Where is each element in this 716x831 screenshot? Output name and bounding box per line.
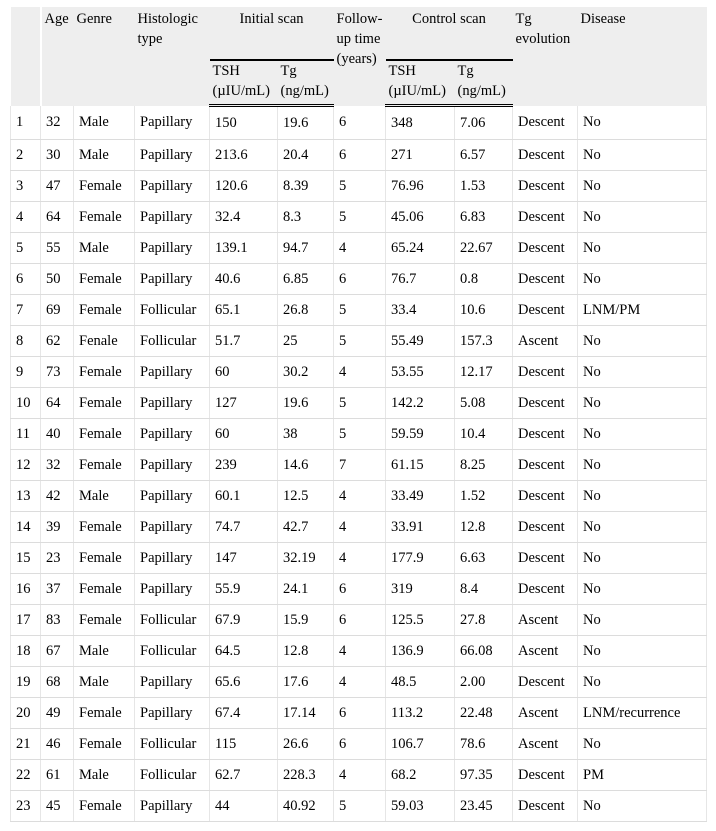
cell-control-tsh: 68.2 xyxy=(386,760,455,791)
cell-genre: Female xyxy=(74,729,135,760)
cell-control-tsh: 177.9 xyxy=(386,543,455,574)
cell-genre: Male xyxy=(74,636,135,667)
cell-follow-up: 5 xyxy=(334,171,386,202)
cell-index: 11 xyxy=(11,419,41,450)
cell-age: 83 xyxy=(41,605,74,636)
cell-genre: Female xyxy=(74,698,135,729)
cell-disease: No xyxy=(578,140,707,171)
cell-histologic-type: Follicular xyxy=(135,605,210,636)
cell-age: 64 xyxy=(41,202,74,233)
cell-follow-up: 4 xyxy=(334,357,386,388)
cell-age: 55 xyxy=(41,233,74,264)
cell-tg-evolution: Descent xyxy=(513,574,578,605)
cell-control-tg: 157.3 xyxy=(455,326,513,357)
cell-follow-up: 6 xyxy=(334,698,386,729)
cell-initial-tg: 228.3 xyxy=(278,760,334,791)
cell-control-tg: 1.52 xyxy=(455,481,513,512)
cell-initial-tsh: 150 xyxy=(210,106,278,140)
cell-tg-evolution: Ascent xyxy=(513,729,578,760)
cell-control-tg: 10.4 xyxy=(455,419,513,450)
cell-initial-tsh: 74.7 xyxy=(210,512,278,543)
cell-initial-tg: 12.8 xyxy=(278,636,334,667)
cell-initial-tg: 19.6 xyxy=(278,106,334,140)
cell-genre: Female xyxy=(74,295,135,326)
cell-tg-evolution: Ascent xyxy=(513,698,578,729)
cell-age: 64 xyxy=(41,388,74,419)
table-row xyxy=(11,543,707,574)
cell-initial-tsh: 67.4 xyxy=(210,698,278,729)
cell-histologic-type: Papillary xyxy=(135,574,210,605)
cell-index: 21 xyxy=(11,729,41,760)
cell-histologic-type: Papillary xyxy=(135,419,210,450)
cell-tg-evolution: Descent xyxy=(513,106,578,140)
cell-age: 50 xyxy=(41,264,74,295)
cell-follow-up: 6 xyxy=(334,574,386,605)
cell-follow-up: 6 xyxy=(334,605,386,636)
cell-index: 20 xyxy=(11,698,41,729)
cell-tg-evolution: Descent xyxy=(513,419,578,450)
cell-genre: Female xyxy=(74,388,135,419)
cell-index: 18 xyxy=(11,636,41,667)
cell-control-tsh: 348 xyxy=(386,106,455,140)
cell-control-tg: 66.08 xyxy=(455,636,513,667)
cell-initial-tg: 42.7 xyxy=(278,512,334,543)
header-initial-tsh: TSH (µIU/mL) xyxy=(210,60,278,106)
table-row xyxy=(11,512,707,543)
cell-index: 3 xyxy=(11,171,41,202)
cell-initial-tg: 6.85 xyxy=(278,264,334,295)
cell-initial-tsh: 147 xyxy=(210,543,278,574)
cell-control-tsh: 106.7 xyxy=(386,729,455,760)
cell-age: 73 xyxy=(41,357,74,388)
cell-control-tg: 2.00 xyxy=(455,667,513,698)
cell-initial-tg: 20.4 xyxy=(278,140,334,171)
cell-initial-tsh: 239 xyxy=(210,450,278,481)
cell-genre: Fenale xyxy=(74,326,135,357)
cell-control-tsh: 142.2 xyxy=(386,388,455,419)
table-row xyxy=(11,419,707,450)
table-row xyxy=(11,481,707,512)
cell-follow-up: 4 xyxy=(334,667,386,698)
cell-initial-tsh: 60.1 xyxy=(210,481,278,512)
cell-age: 49 xyxy=(41,698,74,729)
cell-genre: Male xyxy=(74,667,135,698)
cell-follow-up: 5 xyxy=(334,326,386,357)
cell-initial-tsh: 55.9 xyxy=(210,574,278,605)
cell-disease: No xyxy=(578,667,707,698)
cell-control-tg: 6.83 xyxy=(455,202,513,233)
table-body xyxy=(11,106,707,822)
cell-age: 32 xyxy=(41,450,74,481)
cell-index: 14 xyxy=(11,512,41,543)
cell-initial-tsh: 65.1 xyxy=(210,295,278,326)
table-row xyxy=(11,326,707,357)
cell-follow-up: 4 xyxy=(334,760,386,791)
cell-histologic-type: Papillary xyxy=(135,357,210,388)
cell-age: 68 xyxy=(41,667,74,698)
cell-initial-tsh: 67.9 xyxy=(210,605,278,636)
cell-index: 17 xyxy=(11,605,41,636)
cell-initial-tsh: 60 xyxy=(210,357,278,388)
cell-control-tsh: 33.49 xyxy=(386,481,455,512)
cell-follow-up: 7 xyxy=(334,450,386,481)
cell-age: 30 xyxy=(41,140,74,171)
cell-histologic-type: Papillary xyxy=(135,140,210,171)
cell-disease: LNM/recurrence xyxy=(578,698,707,729)
cell-age: 32 xyxy=(41,106,74,140)
cell-tg-evolution: Descent xyxy=(513,233,578,264)
cell-index: 13 xyxy=(11,481,41,512)
header-control-tg: Tg (ng/mL) xyxy=(455,60,513,106)
table-row xyxy=(11,171,707,202)
cell-initial-tg: 24.1 xyxy=(278,574,334,605)
table-container xyxy=(10,7,706,822)
table-row xyxy=(11,574,707,605)
cell-tg-evolution: Ascent xyxy=(513,605,578,636)
cell-disease: PM xyxy=(578,760,707,791)
cell-control-tg: 22.67 xyxy=(455,233,513,264)
cell-disease: No xyxy=(578,264,707,295)
cell-age: 61 xyxy=(41,760,74,791)
cell-control-tg: 22.48 xyxy=(455,698,513,729)
cell-index: 7 xyxy=(11,295,41,326)
cell-disease: No xyxy=(578,574,707,605)
cell-initial-tsh: 40.6 xyxy=(210,264,278,295)
cell-initial-tg: 17.14 xyxy=(278,698,334,729)
cell-age: 62 xyxy=(41,326,74,357)
cell-initial-tg: 38 xyxy=(278,419,334,450)
cell-control-tg: 0.8 xyxy=(455,264,513,295)
cell-follow-up: 4 xyxy=(334,512,386,543)
cell-control-tg: 10.6 xyxy=(455,295,513,326)
cell-tg-evolution: Descent xyxy=(513,295,578,326)
cell-initial-tsh: 115 xyxy=(210,729,278,760)
cell-index: 9 xyxy=(11,357,41,388)
table-row xyxy=(11,729,707,760)
cell-genre: Female xyxy=(74,419,135,450)
cell-disease: No xyxy=(578,729,707,760)
cell-disease: No xyxy=(578,543,707,574)
cell-genre: Female xyxy=(74,264,135,295)
cell-control-tsh: 271 xyxy=(386,140,455,171)
cell-follow-up: 6 xyxy=(334,264,386,295)
cell-tg-evolution: Descent xyxy=(513,388,578,419)
cell-age: 37 xyxy=(41,574,74,605)
cell-control-tsh: 48.5 xyxy=(386,667,455,698)
cell-follow-up: 4 xyxy=(334,543,386,574)
table-row xyxy=(11,233,707,264)
cell-age: 67 xyxy=(41,636,74,667)
cell-tg-evolution: Descent xyxy=(513,791,578,822)
cell-genre: Male xyxy=(74,106,135,140)
cell-control-tg: 23.45 xyxy=(455,791,513,822)
cell-histologic-type: Follicular xyxy=(135,295,210,326)
cell-control-tsh: 45.06 xyxy=(386,202,455,233)
cell-tg-evolution: Descent xyxy=(513,450,578,481)
cell-initial-tsh: 213.6 xyxy=(210,140,278,171)
cell-index: 15 xyxy=(11,543,41,574)
table-row xyxy=(11,791,707,822)
cell-tg-evolution: Descent xyxy=(513,202,578,233)
cell-index: 16 xyxy=(11,574,41,605)
header-control-scan: Control scan xyxy=(386,7,513,60)
cell-disease: No xyxy=(578,636,707,667)
table-row xyxy=(11,605,707,636)
cell-control-tg: 12.8 xyxy=(455,512,513,543)
header-follow-up-time: Follow-up time (years) xyxy=(334,7,386,106)
cell-initial-tg: 8.39 xyxy=(278,171,334,202)
table-row xyxy=(11,202,707,233)
cell-histologic-type: Papillary xyxy=(135,481,210,512)
cell-histologic-type: Follicular xyxy=(135,326,210,357)
cell-genre: Male xyxy=(74,760,135,791)
cell-initial-tg: 12.5 xyxy=(278,481,334,512)
header-initial-scan: Initial scan xyxy=(210,7,334,60)
cell-control-tsh: 53.55 xyxy=(386,357,455,388)
cell-initial-tg: 26.6 xyxy=(278,729,334,760)
cell-control-tsh: 59.59 xyxy=(386,419,455,450)
cell-tg-evolution: Descent xyxy=(513,512,578,543)
cell-histologic-type: Papillary xyxy=(135,512,210,543)
cell-initial-tg: 19.6 xyxy=(278,388,334,419)
cell-control-tg: 5.08 xyxy=(455,388,513,419)
header-control-tsh: TSH (µIU/mL) xyxy=(386,60,455,106)
cell-disease: No xyxy=(578,791,707,822)
cell-tg-evolution: Ascent xyxy=(513,326,578,357)
cell-index: 12 xyxy=(11,450,41,481)
cell-follow-up: 4 xyxy=(334,481,386,512)
cell-index: 19 xyxy=(11,667,41,698)
cell-index: 5 xyxy=(11,233,41,264)
cell-genre: Female xyxy=(74,574,135,605)
cell-tg-evolution: Descent xyxy=(513,140,578,171)
cell-control-tg: 97.35 xyxy=(455,760,513,791)
cell-disease: No xyxy=(578,481,707,512)
cell-initial-tg: 94.7 xyxy=(278,233,334,264)
cell-histologic-type: Papillary xyxy=(135,543,210,574)
cell-tg-evolution: Ascent xyxy=(513,636,578,667)
cell-histologic-type: Papillary xyxy=(135,264,210,295)
cell-initial-tg: 32.19 xyxy=(278,543,334,574)
cell-control-tsh: 113.2 xyxy=(386,698,455,729)
cell-histologic-type: Papillary xyxy=(135,106,210,140)
table-row xyxy=(11,760,707,791)
cell-initial-tsh: 32.4 xyxy=(210,202,278,233)
cell-disease: No xyxy=(578,512,707,543)
cell-control-tsh: 76.7 xyxy=(386,264,455,295)
cell-age: 46 xyxy=(41,729,74,760)
table-row xyxy=(11,698,707,729)
cell-follow-up: 5 xyxy=(334,419,386,450)
cell-histologic-type: Follicular xyxy=(135,760,210,791)
cell-disease: No xyxy=(578,326,707,357)
header-age: Age xyxy=(41,7,74,106)
cell-control-tg: 8.4 xyxy=(455,574,513,605)
cell-histologic-type: Papillary xyxy=(135,698,210,729)
cell-control-tsh: 61.15 xyxy=(386,450,455,481)
cell-histologic-type: Papillary xyxy=(135,388,210,419)
cell-index: 1 xyxy=(11,106,41,140)
cell-index: 4 xyxy=(11,202,41,233)
cell-disease: No xyxy=(578,419,707,450)
cell-follow-up: 6 xyxy=(334,106,386,140)
cell-tg-evolution: Descent xyxy=(513,171,578,202)
table-row xyxy=(11,106,707,140)
table-row xyxy=(11,667,707,698)
cell-initial-tg: 17.6 xyxy=(278,667,334,698)
cell-follow-up: 4 xyxy=(334,233,386,264)
cell-follow-up: 5 xyxy=(334,202,386,233)
cell-histologic-type: Papillary xyxy=(135,450,210,481)
cell-genre: Female xyxy=(74,171,135,202)
cell-control-tsh: 125.5 xyxy=(386,605,455,636)
cell-initial-tg: 25 xyxy=(278,326,334,357)
cell-initial-tsh: 139.1 xyxy=(210,233,278,264)
cell-tg-evolution: Descent xyxy=(513,760,578,791)
cell-follow-up: 5 xyxy=(334,388,386,419)
cell-genre: Female xyxy=(74,791,135,822)
cell-disease: No xyxy=(578,605,707,636)
cell-index: 10 xyxy=(11,388,41,419)
table-row xyxy=(11,264,707,295)
cell-follow-up: 4 xyxy=(334,636,386,667)
cell-control-tsh: 59.03 xyxy=(386,791,455,822)
table-row xyxy=(11,295,707,326)
cell-age: 47 xyxy=(41,171,74,202)
patient-data-table xyxy=(10,7,707,822)
table-row xyxy=(11,357,707,388)
cell-disease: No xyxy=(578,357,707,388)
cell-age: 69 xyxy=(41,295,74,326)
cell-disease: No xyxy=(578,233,707,264)
cell-histologic-type: Papillary xyxy=(135,202,210,233)
cell-age: 42 xyxy=(41,481,74,512)
cell-control-tg: 78.6 xyxy=(455,729,513,760)
cell-follow-up: 6 xyxy=(334,140,386,171)
cell-genre: Male xyxy=(74,481,135,512)
cell-follow-up: 5 xyxy=(334,295,386,326)
cell-index: 23 xyxy=(11,791,41,822)
cell-initial-tsh: 120.6 xyxy=(210,171,278,202)
cell-histologic-type: Papillary xyxy=(135,791,210,822)
cell-tg-evolution: Descent xyxy=(513,543,578,574)
cell-control-tsh: 76.96 xyxy=(386,171,455,202)
cell-initial-tg: 30.2 xyxy=(278,357,334,388)
cell-control-tsh: 55.49 xyxy=(386,326,455,357)
cell-follow-up: 6 xyxy=(334,729,386,760)
cell-age: 23 xyxy=(41,543,74,574)
header-initial-tg: Tg (ng/mL) xyxy=(278,60,334,106)
cell-initial-tg: 15.9 xyxy=(278,605,334,636)
cell-disease: LNM/PM xyxy=(578,295,707,326)
cell-initial-tsh: 62.7 xyxy=(210,760,278,791)
header-genre: Genre xyxy=(74,7,135,106)
cell-control-tg: 6.57 xyxy=(455,140,513,171)
cell-control-tsh: 33.91 xyxy=(386,512,455,543)
cell-histologic-type: Papillary xyxy=(135,171,210,202)
cell-histologic-type: Follicular xyxy=(135,636,210,667)
cell-genre: Male xyxy=(74,140,135,171)
cell-age: 39 xyxy=(41,512,74,543)
cell-initial-tsh: 65.6 xyxy=(210,667,278,698)
cell-genre: Female xyxy=(74,202,135,233)
cell-index: 2 xyxy=(11,140,41,171)
cell-tg-evolution: Descent xyxy=(513,481,578,512)
header-disease: Disease xyxy=(578,7,707,106)
cell-disease: No xyxy=(578,171,707,202)
cell-disease: No xyxy=(578,106,707,140)
cell-histologic-type: Papillary xyxy=(135,667,210,698)
cell-index: 6 xyxy=(11,264,41,295)
table-row xyxy=(11,388,707,419)
cell-age: 40 xyxy=(41,419,74,450)
header-histologic-type: Histologic type xyxy=(135,7,210,106)
cell-genre: Female xyxy=(74,512,135,543)
table-row xyxy=(11,140,707,171)
cell-tg-evolution: Descent xyxy=(513,667,578,698)
cell-control-tg: 27.8 xyxy=(455,605,513,636)
cell-initial-tsh: 60 xyxy=(210,419,278,450)
cell-age: 45 xyxy=(41,791,74,822)
cell-index: 22 xyxy=(11,760,41,791)
cell-initial-tsh: 64.5 xyxy=(210,636,278,667)
cell-histologic-type: Papillary xyxy=(135,233,210,264)
cell-control-tg: 1.53 xyxy=(455,171,513,202)
cell-genre: Female xyxy=(74,450,135,481)
cell-histologic-type: Follicular xyxy=(135,729,210,760)
cell-control-tg: 6.63 xyxy=(455,543,513,574)
cell-control-tsh: 33.4 xyxy=(386,295,455,326)
cell-disease: No xyxy=(578,450,707,481)
cell-tg-evolution: Descent xyxy=(513,357,578,388)
header-index xyxy=(11,7,41,106)
cell-tg-evolution: Descent xyxy=(513,264,578,295)
cell-control-tsh: 136.9 xyxy=(386,636,455,667)
table-row xyxy=(11,450,707,481)
cell-control-tg: 12.17 xyxy=(455,357,513,388)
cell-initial-tg: 8.3 xyxy=(278,202,334,233)
cell-initial-tg: 14.6 xyxy=(278,450,334,481)
header-tg-evolution: Tg evolution xyxy=(513,7,578,106)
cell-index: 8 xyxy=(11,326,41,357)
cell-control-tg: 8.25 xyxy=(455,450,513,481)
table-header xyxy=(11,7,707,106)
cell-follow-up: 5 xyxy=(334,791,386,822)
cell-genre: Male xyxy=(74,233,135,264)
cell-genre: Female xyxy=(74,357,135,388)
cell-control-tsh: 65.24 xyxy=(386,233,455,264)
table-row xyxy=(11,636,707,667)
cell-genre: Female xyxy=(74,543,135,574)
cell-control-tsh: 319 xyxy=(386,574,455,605)
cell-disease: No xyxy=(578,388,707,419)
cell-initial-tg: 40.92 xyxy=(278,791,334,822)
cell-initial-tsh: 127 xyxy=(210,388,278,419)
cell-initial-tg: 26.8 xyxy=(278,295,334,326)
cell-disease: No xyxy=(578,202,707,233)
cell-initial-tsh: 51.7 xyxy=(210,326,278,357)
cell-genre: Female xyxy=(74,605,135,636)
cell-initial-tsh: 44 xyxy=(210,791,278,822)
cell-control-tg: 7.06 xyxy=(455,106,513,140)
